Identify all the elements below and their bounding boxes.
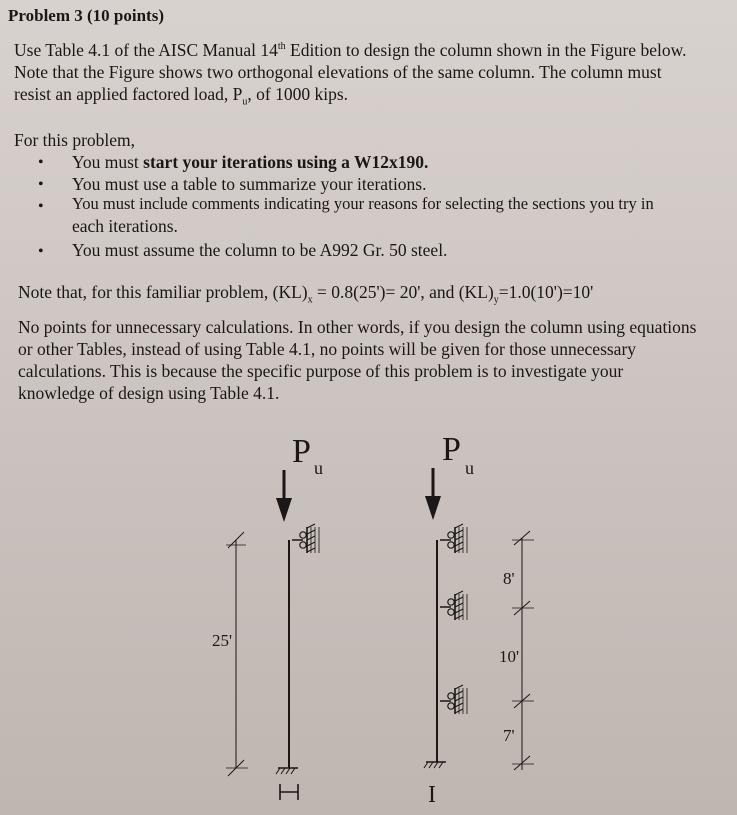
intro-line-3-b: , of 1000 kips. bbox=[247, 84, 349, 104]
problem-title: Problem 3 (10 points) bbox=[8, 6, 164, 25]
requirement-3-line-1: You must include comments indicating your reasons for selecting the sections you try in bbox=[72, 194, 654, 213]
right-dimension-8ft: 8' bbox=[503, 569, 515, 588]
right-load-subscript: u bbox=[465, 458, 474, 478]
intro-line-1-a: Use Table 4.1 of the AISC Manual 14 bbox=[14, 40, 278, 60]
left-load-arrow bbox=[276, 470, 292, 522]
left-load-label: P bbox=[292, 433, 311, 470]
note-sub-x: x bbox=[307, 294, 313, 306]
requirement-bullet-3: • bbox=[38, 198, 44, 215]
requirement-bullet-2: • bbox=[38, 176, 44, 193]
no-points-line-3: calculations. This is because the specific purpose of this problem is to investigate your bbox=[18, 361, 624, 381]
no-points-line-1: No points for unnecessary calculations. In other words, if you design the column using equations bbox=[18, 317, 697, 337]
left-base-fixed-support bbox=[276, 768, 298, 774]
note-c: =1.0(10')=10' bbox=[498, 282, 594, 302]
requirement-1-bold: start your iterations using a W12x190. bbox=[143, 152, 429, 172]
right-elevation bbox=[424, 431, 534, 808]
right-top-roller-support bbox=[448, 524, 467, 553]
right-base-fixed-support bbox=[424, 762, 446, 768]
left-section-symbol bbox=[280, 784, 298, 800]
right-load-arrow bbox=[425, 468, 441, 520]
right-dimension-10ft: 10' bbox=[499, 647, 520, 666]
requirement-1-text: You must bbox=[72, 152, 144, 172]
left-dimension-line bbox=[226, 532, 248, 776]
intro-line-3-sub: u bbox=[242, 96, 248, 108]
intro-line-3-a: resist an applied factored load, P bbox=[14, 84, 243, 104]
requirement-2: You must use a table to summarize your iterations. bbox=[72, 174, 427, 194]
intro-line-1-sup: th bbox=[277, 41, 286, 53]
right-mid-roller-support-1 bbox=[448, 591, 467, 620]
right-section-symbol: I bbox=[428, 782, 436, 808]
right-mid-roller-support-2 bbox=[448, 685, 467, 714]
intro-line-2: Note that the Figure shows two orthogonal elevations of the same column. The column must bbox=[14, 62, 662, 82]
left-dimension-25ft: 25' bbox=[212, 631, 233, 650]
left-load-subscript: u bbox=[314, 458, 323, 478]
right-dimension-7ft: 7' bbox=[503, 726, 515, 745]
requirement-3-line-2: each iterations. bbox=[72, 216, 178, 236]
note-sub-y: y bbox=[493, 294, 499, 306]
requirement-bullet-4: • bbox=[38, 243, 44, 260]
left-elevation bbox=[212, 433, 323, 800]
intro-line-1-b: Edition to design the column shown in the Figure below. bbox=[285, 40, 687, 60]
left-top-roller-support bbox=[300, 524, 319, 553]
note-a: Note that, for this familiar problem, (KL) bbox=[18, 282, 308, 302]
requirement-bullet-1: • bbox=[38, 154, 44, 171]
requirement-4: You must assume the column to be A992 Gr. 50 steel. bbox=[72, 240, 448, 260]
note-b: = 0.8(25')= 20', and (KL) bbox=[312, 282, 494, 302]
right-load-label: P bbox=[442, 431, 461, 468]
for-this-problem: For this problem, bbox=[14, 130, 136, 150]
no-points-line-2: or other Tables, instead of using Table 4.1, no points will be given for those unnecessary bbox=[18, 339, 637, 359]
no-points-line-4: knowledge of design using Table 4.1. bbox=[18, 383, 280, 403]
